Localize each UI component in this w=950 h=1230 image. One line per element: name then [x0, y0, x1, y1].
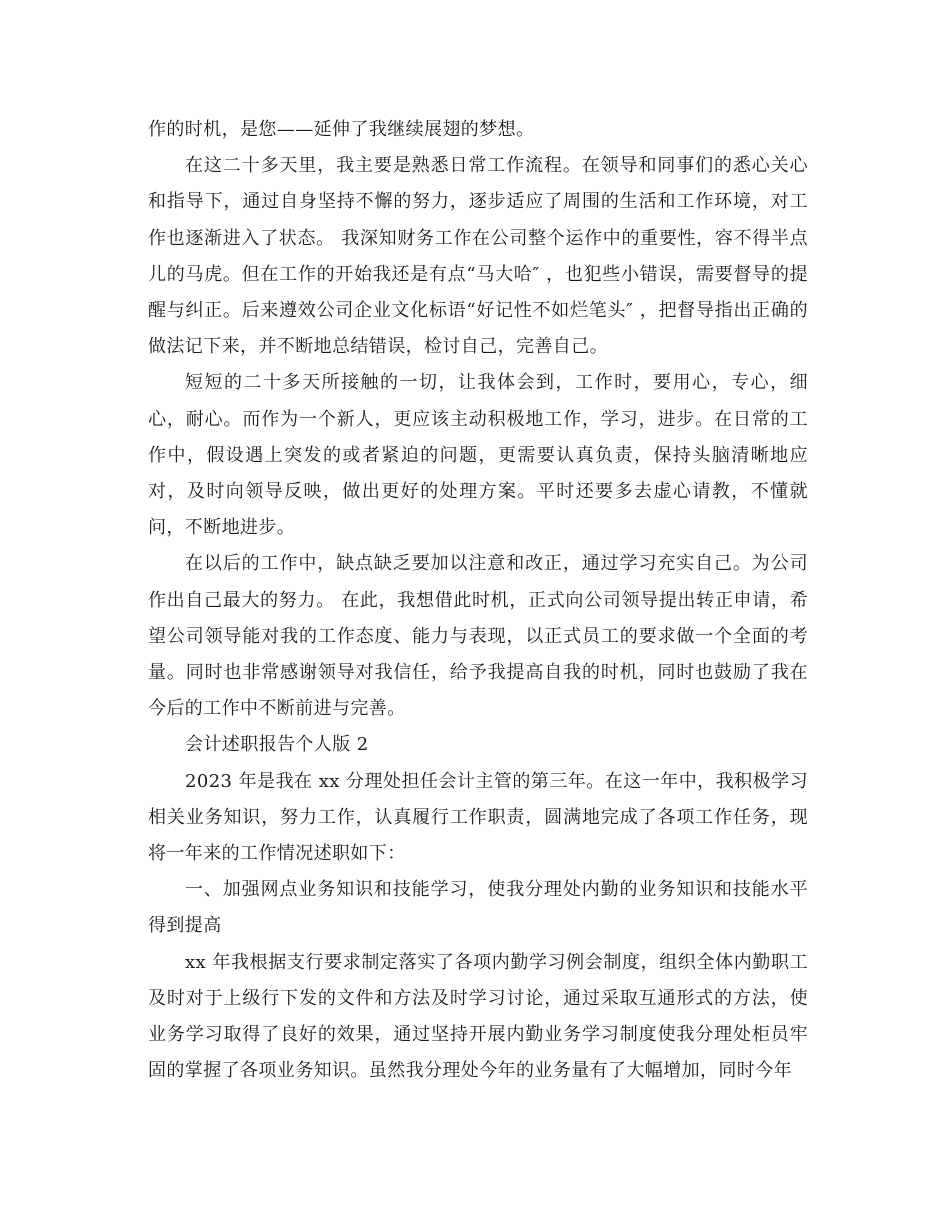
paragraph-application: 在以后的工作中，缺点缺乏要加以注意和改正，通过学习充实自己。为公司作出自己最大的努力。 在此，我想借此时机，正式向公司领导提出转正申请，希望公司领导能对我的工作态度、能力与表现，以正式员工的要求做一个全面的考量。同时也非常感谢领导对我信任，给予我提高自我的时机，同时也鼓励了我在今后的工作中不断前进与完善。	[148, 553, 808, 720]
paragraph-reflection: 短短的二十多天所接触的一切，让我体会到，工作时，要用心，专心，细心，耐心。而作为一个新人，更应该主动积极地工作，学习，进步。在日常的工作中，假设遇上突发的或者紧迫的问题，更需要认真负责，保持头脑清晰地应对，及时向领导反映，做出更好的处理方案。平时还要多去虚心请教，不懂就问，不断地进步。	[148, 372, 808, 539]
paragraph-training: xx 年我根据支行要求制定落实了各项内勤学习例会制度，组织全体内勤职工及时对于上级行下发的文件和方法及时学习讨论，通过采取互通形式的方法，使业务学习取得了良好的效果，通过坚持开展内勤业务学习制度使我分理处柜员牢固的掌握了各项业务知识。虽然我分理处今年的业务量有了大幅增加，同时今年	[148, 951, 808, 1082]
paragraph-familiarization: 在这二十多天里，我主要是熟悉日常工作流程。在领导和同事们的悉心关心和指导下，通过自身坚持不懈的努力，逐步适应了周围的生活和工作环境，对工作也逐渐进入了状态。 我深知财务工作在公司整个运作中的重要性，容不得半点儿的马虎。但在工作的开始我还是有点“马大哈″ ，也犯些小错误，需要督导的提醒与纠正。后来遵效公司企业文化标语“好记性不如烂笔头″ ，把督导指出正确的做法记下来，并不断地总结错误，检讨自己，完善自己。	[148, 155, 808, 358]
paragraph-intro: 2023 年是我在 xx 分理处担任会计主管的第三年。在这一年中，我积极学习相关业务知识，努力工作，认真履行工作职责，圆满地完成了各项工作任务，现将一年来的工作情况述职如下：	[148, 770, 808, 865]
subsection-heading: 一、加强网点业务知识和技能学习，使我分理处内勤的业务知识和技能水平得到提高	[148, 879, 808, 937]
section-heading: 会计述职报告个人版 2	[185, 734, 369, 756]
document-page	[148, 112, 808, 1089]
paragraph-continuation: 作的时机，是您——延伸了我继续展翅的梦想。	[148, 119, 535, 140]
